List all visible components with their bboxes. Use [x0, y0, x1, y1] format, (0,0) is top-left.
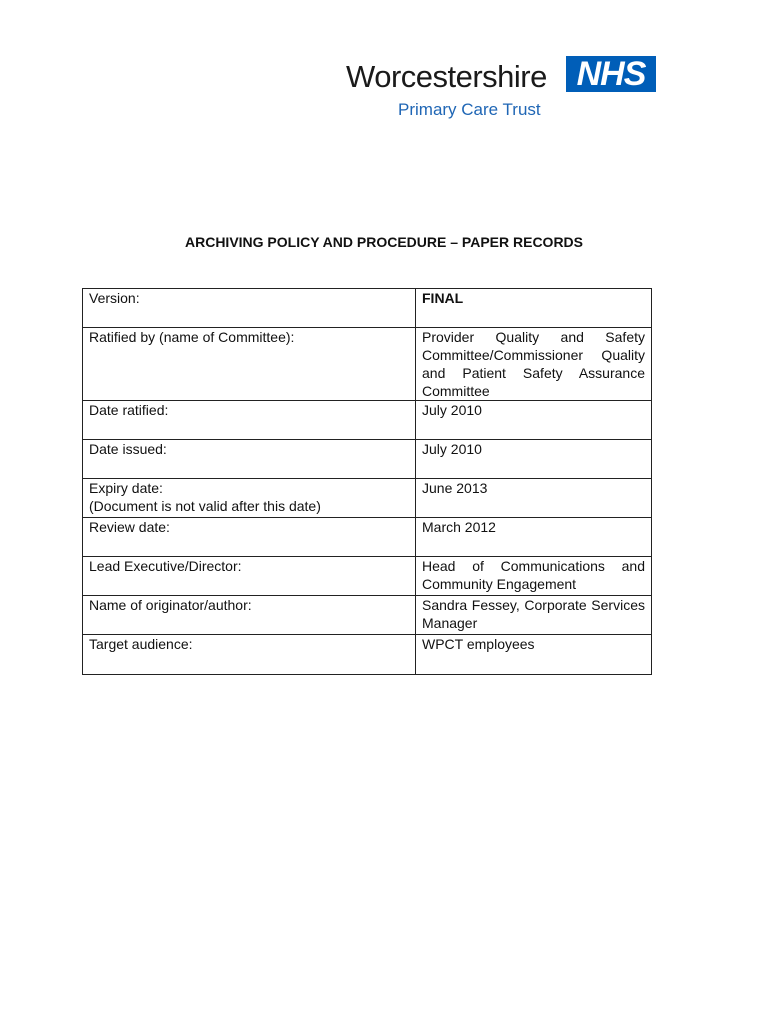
row-label-cell	[83, 479, 416, 518]
logo-org-name: Worcestershire	[346, 59, 547, 94]
row-value-cell	[416, 328, 652, 401]
row-value-cell	[416, 401, 652, 440]
row-label: Date ratified:	[89, 402, 169, 418]
row-label-cell	[83, 328, 416, 401]
row-value: FINAL	[422, 290, 464, 306]
row-value-cell	[416, 518, 652, 557]
row-value: WPCT employees	[422, 636, 535, 652]
table-row-ratified-by	[83, 328, 652, 401]
row-value-cell	[416, 557, 652, 596]
logo-org-subtitle: Primary Care Trust	[398, 100, 541, 119]
row-value-cell	[416, 440, 652, 479]
table-row-version	[83, 289, 652, 328]
row-value-cell	[416, 289, 652, 328]
document-info-table	[82, 288, 652, 675]
row-label-cell	[83, 557, 416, 596]
row-label: Name of originator/author:	[89, 597, 252, 613]
row-label: Review date:	[89, 519, 170, 535]
row-value-cell	[416, 635, 652, 675]
row-label: Expiry date:	[89, 480, 163, 496]
row-label-cell	[83, 518, 416, 557]
row-label-cell	[83, 440, 416, 479]
row-label-cell	[83, 401, 416, 440]
row-label: Target audience:	[89, 636, 193, 652]
row-value: March 2012	[422, 519, 496, 535]
row-label-cell	[83, 635, 416, 675]
table-row-lead-executive	[83, 557, 652, 596]
row-value: July 2010	[422, 441, 482, 457]
row-label: Ratified by (name of Committee):	[89, 329, 295, 345]
document-title: ARCHIVING POLICY AND PROCEDURE – PAPER RECORDS	[184, 234, 583, 250]
row-label: Lead Executive/Director:	[89, 558, 242, 574]
table-row-review-date	[83, 518, 652, 557]
row-value: Head of Communications and Community Engagement	[422, 558, 645, 592]
row-value: June 2013	[422, 480, 488, 496]
nhs-logo-mark: NHS	[566, 56, 656, 92]
table-row-date-issued	[83, 440, 652, 479]
row-value: Sandra Fessey, Corporate Services Manager	[422, 597, 645, 631]
row-value: Provider Quality and Safety Committee/Commissioner Quality and Patient Safety Assurance Committee	[422, 329, 645, 399]
row-value-cell	[416, 479, 652, 518]
row-value: July 2010	[422, 402, 482, 418]
organisation-logo	[340, 55, 660, 125]
row-label-note: (Document is not valid after this date)	[89, 498, 321, 514]
table-row-date-ratified	[83, 401, 652, 440]
row-label: Date issued:	[89, 441, 167, 457]
row-label-cell	[83, 596, 416, 635]
table-row-originator	[83, 596, 652, 635]
table-row-expiry-date	[83, 479, 652, 518]
table-row-target-audience	[83, 635, 652, 675]
row-label: Version:	[89, 290, 140, 306]
row-value-cell	[416, 596, 652, 635]
row-label-cell	[83, 289, 416, 328]
